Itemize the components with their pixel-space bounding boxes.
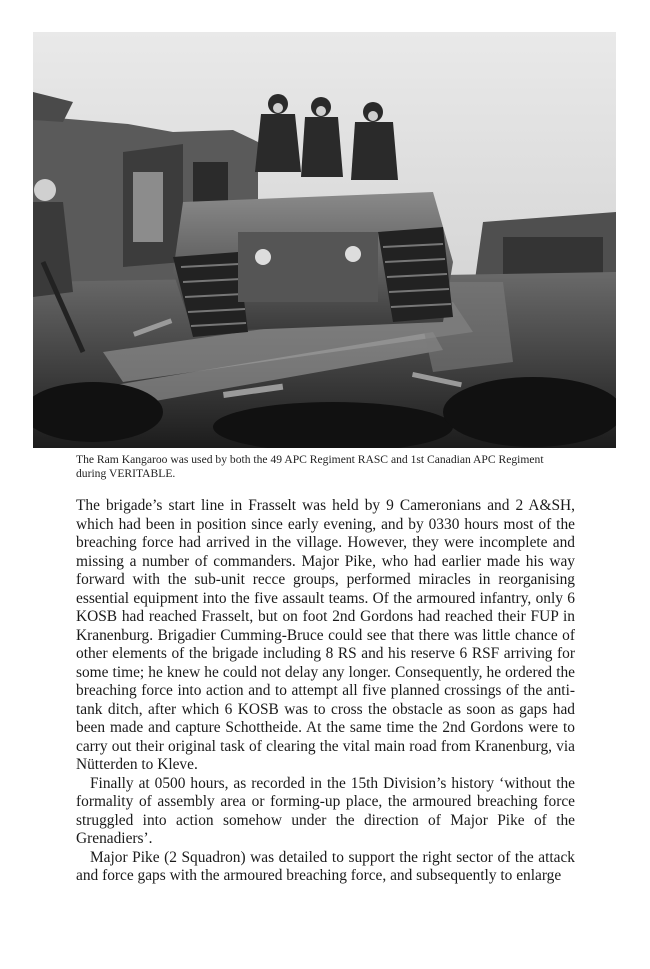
body-text (76, 497, 575, 886)
war-photo (33, 32, 616, 448)
paragraph: Major Pike (2 Squadron) was detailed to support the right sector of the attack and force gaps with the armoured breaching force, and subsequently to enlarge (76, 848, 575, 884)
paragraph: The brigade’s start line in Frasselt was held by 9 Cameronians and 2 A&SH, which had been in position since early evening, and by 0330 hours most of the breaching force had arrived in the village. However, they were incomplete and missing a number of commanders. Major Pike, who had earlier made his way forward with the sub-unit recce groups, performed miracles in reorganising essential equipment into the five assault teams. Of the armoured infantry, only 6 KOSB had reached Frasselt, but on foot 2nd Gordons had reached their FUP in Kranenburg. Brigadier Cumming-Bruce could see that there was little chance of other elements of the brigade including 8 RS and his reserve 6 RSF arriving for some time; he knew he could not delay any longer. Consequently, he ordered the breaching force into action and to attempt all five planned crossings of the anti-tank ditch, after which 6 KOSB was to cross the obstacle as soon as gaps had been made and capture Schottheide. At the same time the 2nd Gordons were to carry out their original task of clearing the vital main road from Kranenburg, via Nütterden to Kleve. (76, 497, 575, 773)
figure-caption: The Ram Kangaroo was used by both the 49 APC Regiment RASC and 1st Canadian APC Regiment during VERITABLE. (76, 453, 544, 480)
kangaroo-apc-photo-icon (33, 32, 616, 448)
paragraph: Finally at 0500 hours, as recorded in the 15th Division’s history ‘without the formality of assembly area or forming-up place, the armoured breaching force struggled into action somehow under the direction of Major Pike of the Grenadiers’. (76, 774, 575, 847)
